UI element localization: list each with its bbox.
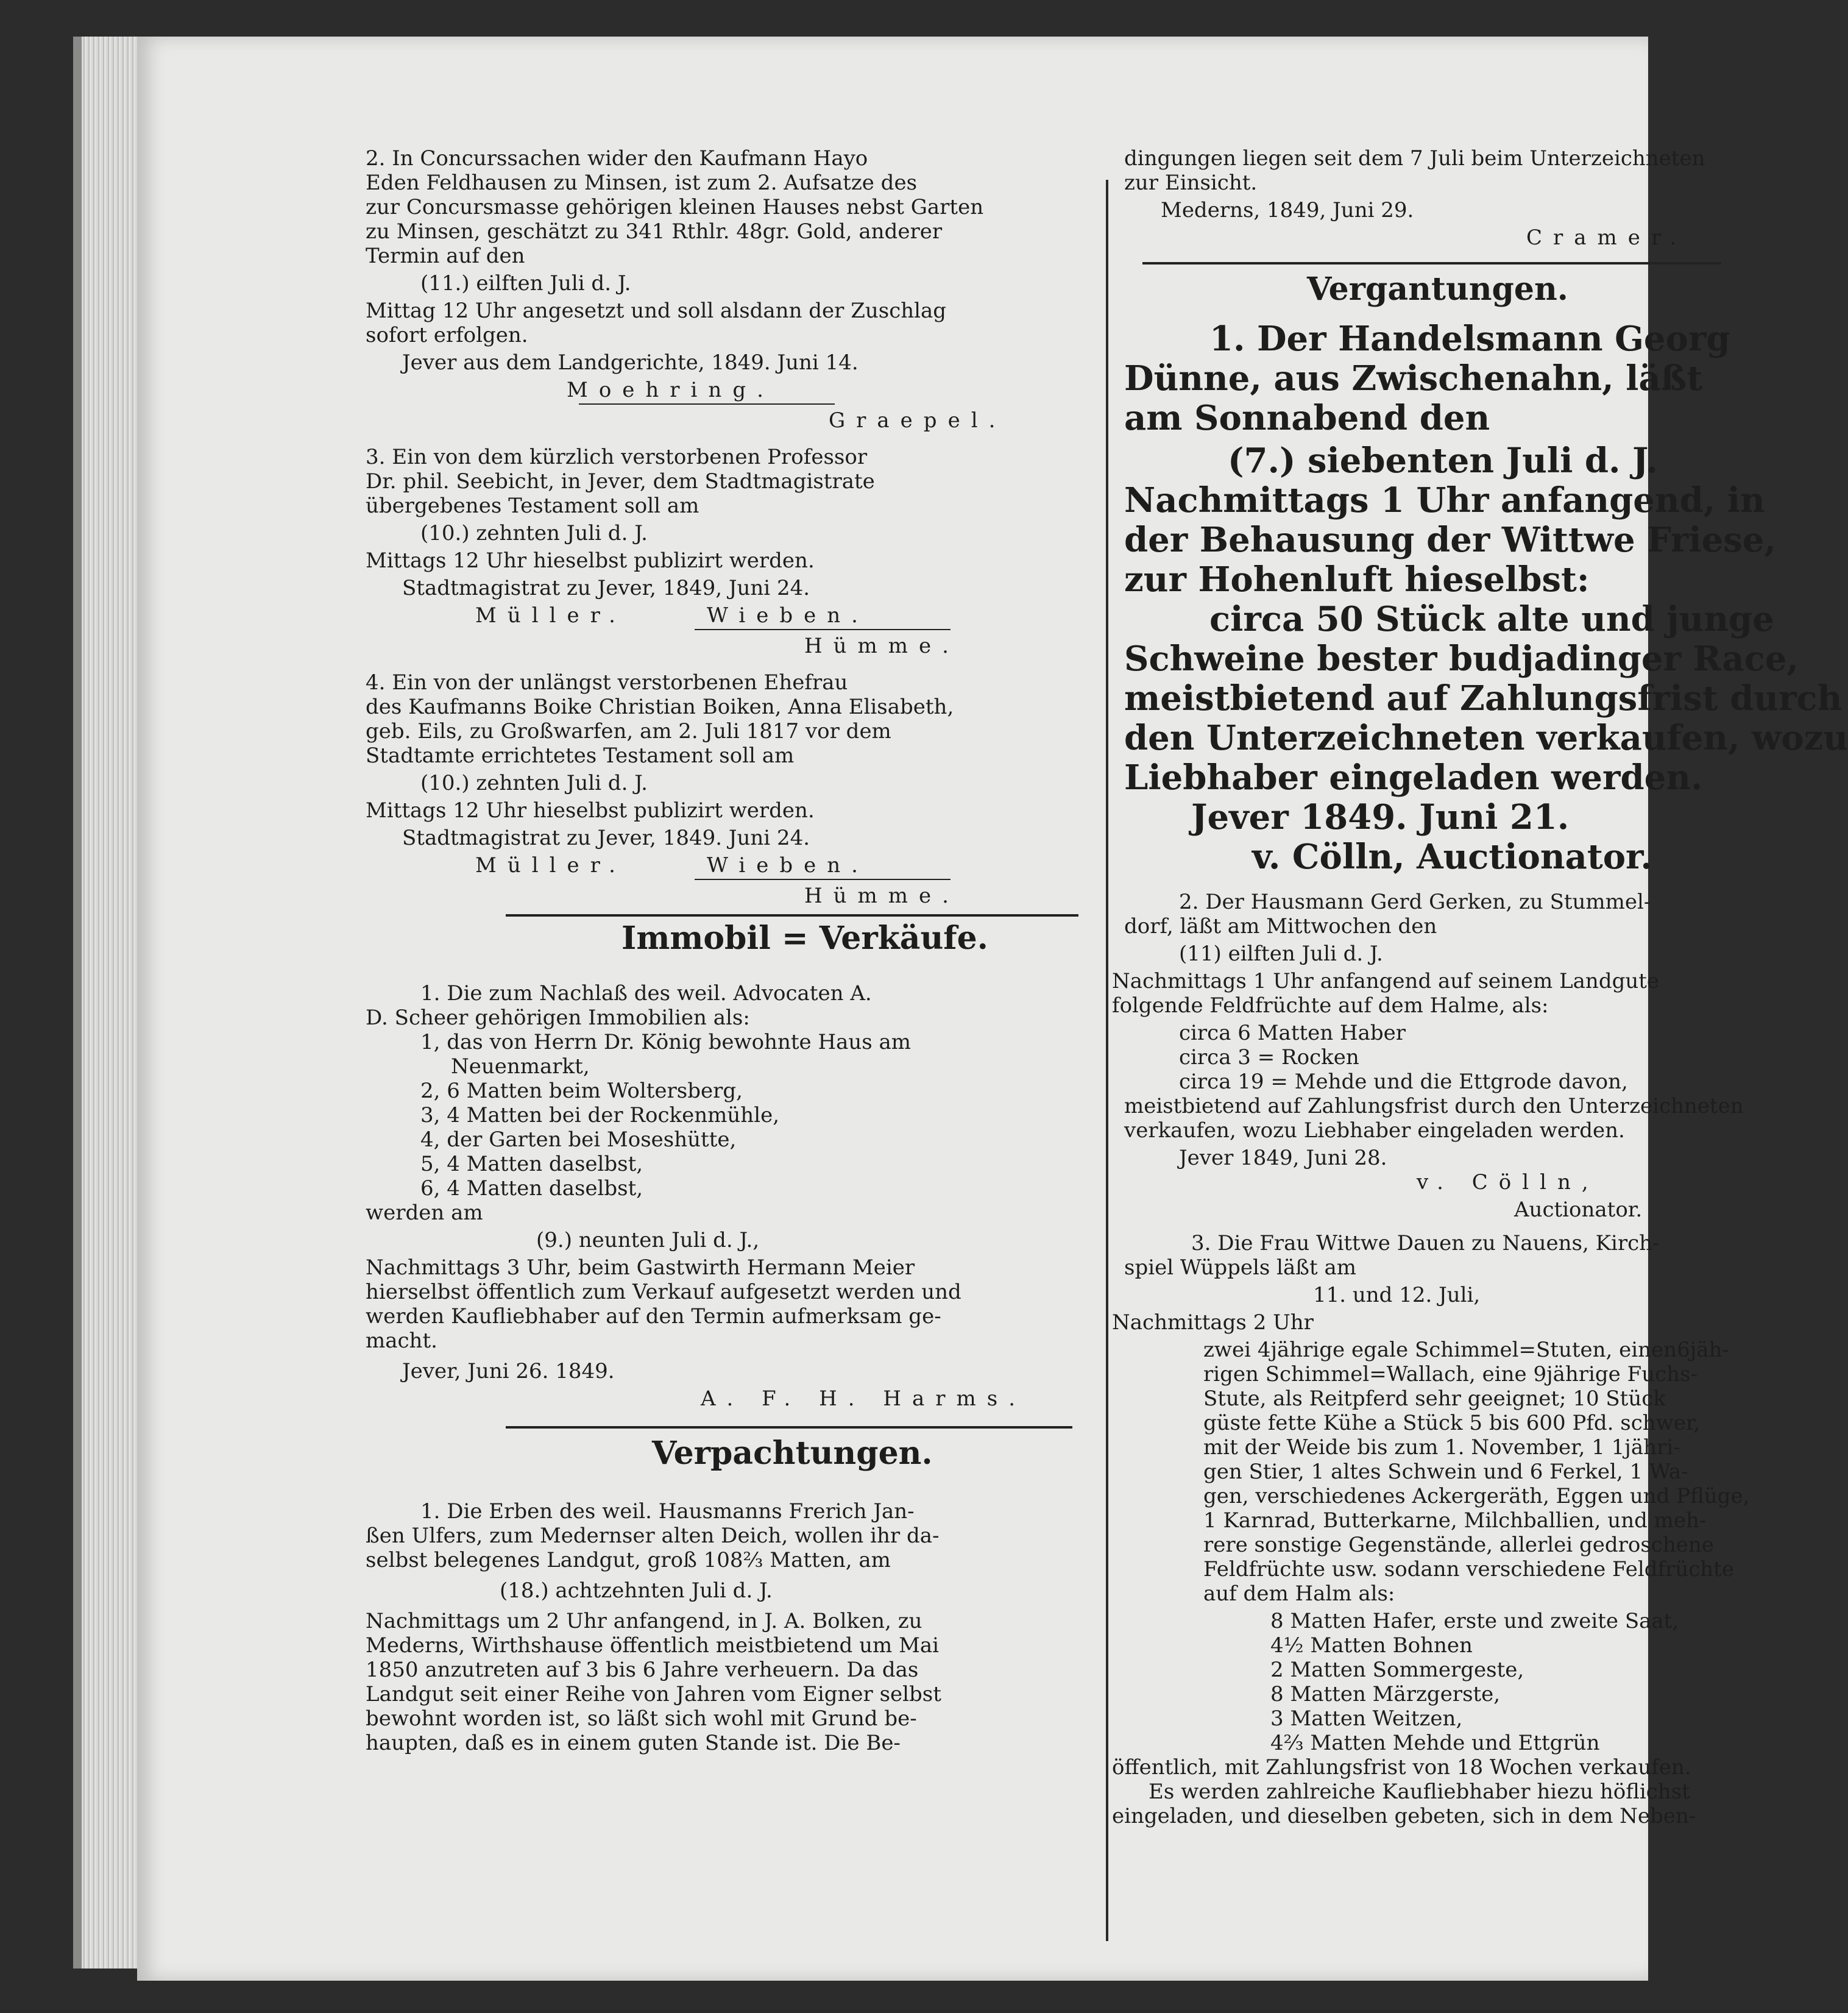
text-line: (18.) achtzehnten Juli d. J. xyxy=(500,1578,773,1603)
signature: v. Cölln, xyxy=(1417,1170,1599,1195)
text-line: übergebenes Testament soll am xyxy=(366,494,699,518)
text-line: Feldfrüchte usw. sodann verschiedene Feldfrüchte xyxy=(1203,1557,1734,1582)
bold-line: Schweine bester budjadinger Race, xyxy=(1124,639,1799,679)
rule xyxy=(695,629,951,630)
text-line: rere sonstige Gegenstände, allerlei gedroschene xyxy=(1203,1533,1714,1557)
text-line: D. Scheer gehörigen Immobilien als: xyxy=(366,1006,750,1030)
bold-line: meistbietend auf Zahlungsfrist durch xyxy=(1124,678,1843,719)
text-line: Landgut seit einer Reihe von Jahren vom Eigner selbst xyxy=(366,1682,941,1706)
text-line: 4⅔ Matten Mehde und Ettgrün xyxy=(1270,1731,1600,1755)
text-line: Mittag 12 Uhr angesetzt und soll alsdann der Zuschlag xyxy=(366,299,947,323)
text-line: Jever, Juni 26. 1849. xyxy=(402,1359,615,1383)
text-line: bewohnt worden ist, so läßt sich wohl mit Grund be- xyxy=(366,1706,917,1731)
text-line: ßen Ulfers, zum Medernser alten Deich, wollen ihr da- xyxy=(366,1524,940,1548)
text-line: dorf, läßt am Mittwochen den xyxy=(1124,914,1437,939)
signature: Moehring. xyxy=(567,378,774,402)
text-line: 1. Die zum Nachlaß des weil. Advocaten A. xyxy=(420,981,872,1006)
text-line: gen Stier, 1 altes Schwein und 6 Ferkel, 1 Wa- xyxy=(1203,1460,1688,1484)
text-line: 1850 anzutreten auf 3 bis 6 Jahre verheuern. Da das xyxy=(366,1658,919,1682)
text-line: zwei 4jährige egale Schimmel=Stuten, einen6jäh- xyxy=(1203,1338,1729,1362)
text-line: Neuenmarkt, xyxy=(451,1054,590,1079)
text-line: 2. In Concurssachen wider den Kaufmann Hayo xyxy=(366,146,868,171)
bold-line: Liebhaber eingeladen werden. xyxy=(1124,758,1703,798)
signature: Wieben. xyxy=(707,853,869,878)
text-line: Mittags 12 Uhr hieselbst publizirt werden. xyxy=(366,549,815,573)
signature: Hümme. xyxy=(804,884,960,908)
text-line: gen, verschiedenes Ackergeräth, Eggen und Pflüge, xyxy=(1203,1484,1750,1508)
signature: Wieben. xyxy=(707,603,869,628)
text-line: Nachmittags 2 Uhr xyxy=(1112,1310,1314,1335)
text-line: (9.) neunten Juli d. J., xyxy=(536,1228,760,1252)
text-line: Jever 1849, Juni 28. xyxy=(1179,1146,1387,1170)
text-line: mit der Weide bis zum 1. November, 1 1jähri- xyxy=(1203,1435,1680,1460)
text-line: verkaufen, wozu Liebhaber eingeladen werden. xyxy=(1124,1118,1625,1143)
text-line: (11) eilften Juli d. J. xyxy=(1179,942,1383,966)
text-line: 4½ Matten Bohnen xyxy=(1270,1633,1473,1658)
text-line: Stadtamte errichtetes Testament soll am xyxy=(366,744,795,768)
bold-line: circa 50 Stück alte und junge xyxy=(1209,599,1774,639)
text-line: güste fette Kühe a Stück 5 bis 600 Pfd. schwer, xyxy=(1203,1411,1701,1435)
text-line: Mederns, Wirthshause öffentlich meistbietend um Mai xyxy=(366,1633,940,1658)
text-line: auf dem Halm als: xyxy=(1203,1582,1395,1606)
bold-line: den Unterzeichneten verkaufen, wozu xyxy=(1124,718,1848,758)
text-line: (10.) zehnten Juli d. J. xyxy=(420,771,648,795)
bold-line: 1. Der Handelsmann Georg xyxy=(1209,319,1730,359)
bold-line: Dünne, aus Zwischenahn, läßt xyxy=(1124,358,1703,399)
text-line: Stadtmagistrat zu Jever, 1849, Juni 24. xyxy=(402,576,810,600)
text-line: Mederns, 1849, Juni 29. xyxy=(1161,198,1414,222)
signature: Auctionator. xyxy=(1514,1198,1643,1222)
bold-line: zur Hohenluft hieselbst: xyxy=(1124,559,1590,600)
bold-line: am Sonnabend den xyxy=(1124,398,1490,438)
text-line: des Kaufmanns Boike Christian Boiken, Anna Elisabeth, xyxy=(366,695,954,719)
text-line: 2 Matten Sommergeste, xyxy=(1270,1658,1524,1682)
text-line: 5, 4 Matten daselbst, xyxy=(420,1152,643,1176)
text-line: 2, 6 Matten beim Woltersberg, xyxy=(420,1079,743,1103)
text-line: Nachmittags 3 Uhr, beim Gastwirth Hermann Meier xyxy=(366,1255,915,1280)
text-line: folgende Feldfrüchte auf dem Halme, als: xyxy=(1112,993,1549,1018)
text-line: Jever aus dem Landgerichte, 1849. Juni 14. xyxy=(402,350,859,375)
section-rule xyxy=(1142,262,1721,264)
text-line: selbst belegenes Landgut, groß 108⅔ Matten, am xyxy=(366,1548,891,1572)
text-line: Nachmittags 1 Uhr anfangend auf seinem Landgute xyxy=(1112,969,1660,993)
section-heading: Immobil = Verkäufe. xyxy=(621,920,988,957)
section-heading: Verpachtungen. xyxy=(652,1435,933,1472)
bold-line: Nachmittags 1 Uhr anfangend, in xyxy=(1124,480,1765,520)
rule xyxy=(695,879,951,880)
signature: Graepel. xyxy=(829,408,1007,433)
newspaper-page xyxy=(137,37,1848,1981)
rule xyxy=(579,403,835,405)
bold-line: (7.) siebenten Juli d. J. xyxy=(1228,441,1658,481)
text-line: eingeladen, und dieselben gebeten, sich in dem Neben- xyxy=(1112,1804,1696,1828)
text-line: 8 Matten Märzgerste, xyxy=(1270,1682,1501,1706)
text-line: Stute, als Reitpferd sehr geeignet; 10 Stück xyxy=(1203,1386,1666,1411)
text-line: dingungen liegen seit dem 7 Juli beim Unterzeichneten xyxy=(1124,146,1705,171)
signature: A. F. H. Harms. xyxy=(701,1386,1027,1411)
bold-line: Jever 1849. Juni 21. xyxy=(1191,797,1570,837)
text-line: spiel Wüppels läßt am xyxy=(1124,1255,1356,1280)
text-line: zur Concursmasse gehörigen kleinen Hauses nebst Garten xyxy=(366,195,984,219)
text-line: Es werden zahlreiche Kaufliebhaber hiezu höflichst xyxy=(1149,1780,1690,1804)
text-line: 4, der Garten bei Moseshütte, xyxy=(420,1127,737,1152)
bold-line: v. Cölln, Auctionator. xyxy=(1252,837,1652,877)
text-line: Eden Feldhausen zu Minsen, ist zum 2. Aufsatze des xyxy=(366,171,918,195)
text-line: zur Einsicht. xyxy=(1124,171,1258,195)
text-line: geb. Eils, zu Großwarfen, am 2. Juli 1817 vor dem xyxy=(366,719,891,744)
text-line: hierselbst öffentlich zum Verkauf aufgesetzt werden und xyxy=(366,1280,961,1304)
text-line: 6, 4 Matten daselbst, xyxy=(420,1176,643,1201)
text-line: werden Kaufliebhaber auf den Termin aufmerksam ge- xyxy=(366,1304,941,1329)
signature: Cramer. xyxy=(1526,225,1688,250)
text-line: circa 19 = Mehde und die Ettgrode davon, xyxy=(1179,1070,1628,1094)
text-line: 4. Ein von der unlängst verstorbenen Ehefrau xyxy=(366,670,848,695)
signature: Müller. xyxy=(475,603,626,628)
text-line: 3 Matten Weitzen, xyxy=(1270,1706,1463,1731)
text-line: 1 Karnrad, Butterkarne, Milchballien, und meh- xyxy=(1203,1508,1707,1533)
text-line: Termin auf den xyxy=(366,244,525,268)
text-line: öffentlich, mit Zahlungsfrist von 18 Wochen verkaufen. xyxy=(1112,1755,1691,1780)
text-line: sofort erfolgen. xyxy=(366,323,528,347)
section-rule xyxy=(506,1426,1072,1429)
text-line: meistbietend auf Zahlungsfrist durch den Unterzeichneten xyxy=(1124,1094,1744,1118)
text-line: zu Minsen, geschätzt zu 341 Rthlr. 48gr. Gold, anderer xyxy=(366,219,943,244)
text-line: 1. Die Erben des weil. Hausmanns Frerich Jan- xyxy=(420,1499,915,1524)
text-line: 1, das von Herrn Dr. König bewohnte Haus am xyxy=(420,1030,912,1054)
text-line: haupten, daß es in einem guten Stande ist. Die Be- xyxy=(366,1731,901,1755)
text-line: 3. Die Frau Wittwe Dauen zu Nauens, Kirch- xyxy=(1191,1231,1660,1255)
text-line: 3. Ein von dem kürzlich verstorbenen Professor xyxy=(366,445,868,469)
text-line: 3, 4 Matten bei der Rockenmühle, xyxy=(420,1103,780,1127)
bold-line: der Behausung der Wittwe Friese, xyxy=(1124,520,1776,560)
text-line: (10.) zehnten Juli d. J. xyxy=(420,521,648,545)
text-line: macht. xyxy=(366,1329,437,1353)
text-line: werden am xyxy=(366,1201,483,1225)
text-line: (11.) eilften Juli d. J. xyxy=(420,271,631,296)
text-line: Dr. phil. Seebicht, in Jever, dem Stadtmagistrate xyxy=(366,469,875,494)
text-line: 2. Der Hausmann Gerd Gerken, zu Stummel- xyxy=(1179,890,1651,914)
text-line: circa 6 Matten Haber xyxy=(1179,1021,1406,1045)
text-line: Stadtmagistrat zu Jever, 1849. Juni 24. xyxy=(402,826,810,850)
text-line: 8 Matten Hafer, erste und zweite Saat, xyxy=(1270,1609,1679,1633)
column-divider xyxy=(1106,180,1108,1941)
text-line: Nachmittags um 2 Uhr anfangend, in J. A. Bolken, zu xyxy=(366,1609,922,1633)
text-line: Mittags 12 Uhr hieselbst publizirt werden. xyxy=(366,798,815,823)
signature: Hümme. xyxy=(804,634,960,658)
text-line: rigen Schimmel=Wallach, eine 9jährige Fuchs- xyxy=(1203,1362,1698,1386)
text-line: 11. und 12. Juli, xyxy=(1313,1283,1481,1307)
section-heading: Vergantungen. xyxy=(1307,271,1568,308)
signature: Müller. xyxy=(475,853,626,878)
section-rule xyxy=(506,914,1078,917)
text-line: circa 3 = Rocken xyxy=(1179,1045,1359,1070)
